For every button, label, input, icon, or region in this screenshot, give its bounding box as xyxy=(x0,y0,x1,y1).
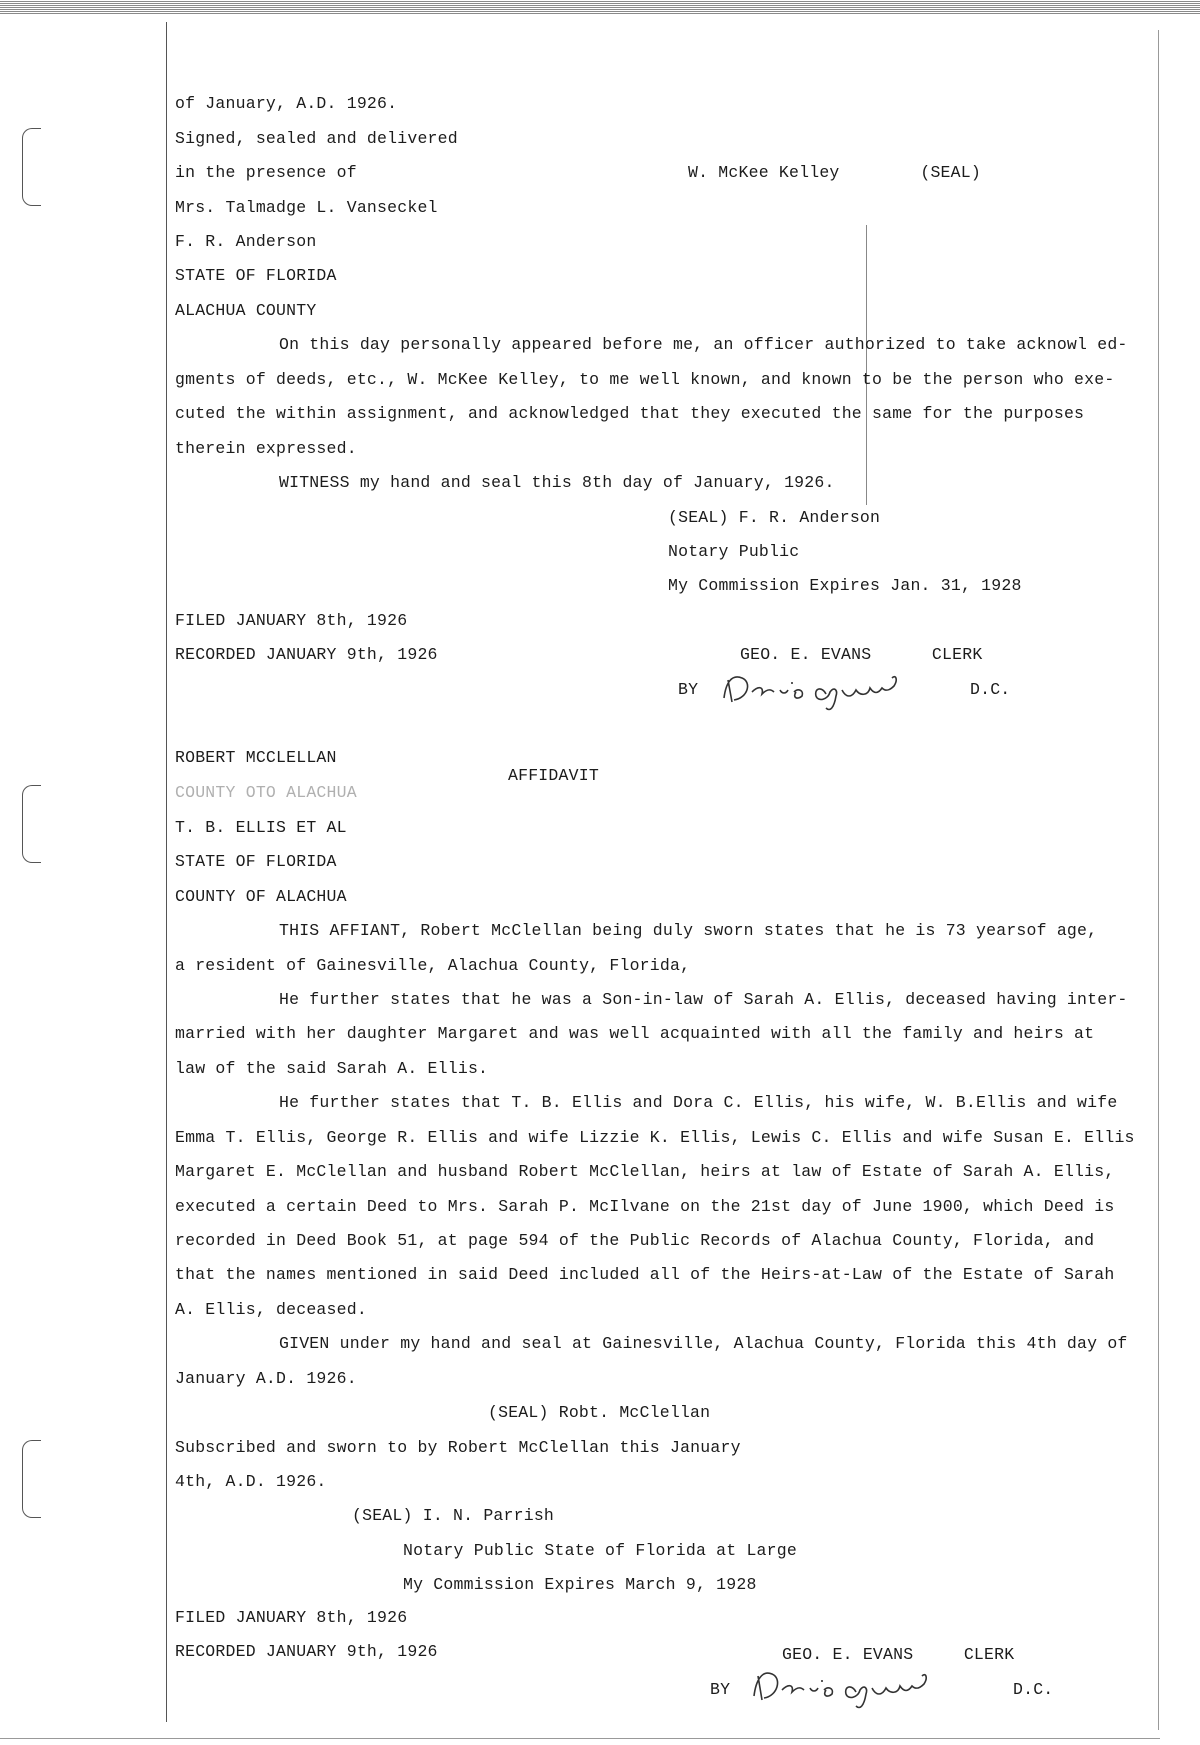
binder-hole-icon xyxy=(22,1440,41,1518)
text-line: cuted the within assignment, and acknowledged that they executed the same for the purposes xyxy=(175,404,1085,423)
binder-hole-icon xyxy=(22,128,41,206)
recorded-date: RECORDED JANUARY 9th, 1926 xyxy=(175,1642,438,1661)
commission-expires: My Commission Expires March 9, 1928 xyxy=(403,1575,757,1594)
text-line: Margaret E. McClellan and husband Robert McClellan, heirs at law of Estate of Sarah A. Ellis, xyxy=(175,1162,1115,1181)
text-line: gments of deeds, etc., W. McKee Kelley, to me well known, and known to be the person who exe- xyxy=(175,370,1115,389)
text-line: STATE OF FLORIDA xyxy=(175,266,337,285)
text-line: He further states that he was a Son-in-law of Sarah A. Ellis, deceased having inter- xyxy=(279,990,1128,1009)
by-label: BY xyxy=(710,1680,731,1699)
text-line: that the names mentioned in said Deed included all of the Heirs-at-Law of the Estate of Sarah xyxy=(175,1265,1115,1284)
text-line: GIVEN under my hand and seal at Gainesville, Alachua County, Florida this 4th day of xyxy=(279,1334,1128,1353)
bottom-rule xyxy=(0,1738,1160,1739)
right-margin-rule xyxy=(1158,30,1159,1730)
text-line: executed a certain Deed to Mrs. Sarah P. McIlvane on the 21st day of June 1900, which Deed is xyxy=(175,1197,1115,1216)
dc-label: D.C. xyxy=(970,680,1011,699)
text-line: Emma T. Ellis, George R. Ellis and wife Lizzie K. Ellis, Lewis C. Ellis and wife Susan E. Ellis xyxy=(175,1128,1135,1147)
affidavit-heading: AFFIDAVIT xyxy=(508,766,599,785)
text-line: WITNESS my hand and seal this 8th day of January, 1926. xyxy=(279,473,835,492)
clerk-line: GEO. E. EVANS CLERK xyxy=(782,1645,1015,1664)
text-line: Subscribed and sworn to by Robert McClellan this January xyxy=(175,1438,741,1457)
signature-line: W. McKee Kelley (SEAL) xyxy=(688,163,981,182)
text-line: of January, A.D. 1926. xyxy=(175,94,398,113)
notary-signature: (SEAL) F. R. Anderson xyxy=(668,508,881,527)
text-line: On this day personally appeared before me, an officer authorized to take acknowl ed- xyxy=(279,335,1128,354)
caption-line: COUNTY OTO ALACHUA xyxy=(175,783,357,802)
filed-date: FILED JANUARY 8th, 1926 xyxy=(175,1608,408,1627)
text-line: ALACHUA COUNTY xyxy=(175,301,317,320)
fold-line xyxy=(866,225,867,505)
deputy-clerk-signature-icon xyxy=(718,668,958,712)
text-line: a resident of Gainesville, Alachua County, Florida, xyxy=(175,956,691,975)
affiant-signature: (SEAL) Robt. McClellan xyxy=(488,1403,711,1422)
left-margin-rule xyxy=(166,22,167,1722)
text-line: STATE OF FLORIDA xyxy=(175,852,337,871)
caption-line: T. B. ELLIS ET AL xyxy=(175,818,347,837)
caption-line: ROBERT MCCLELLAN xyxy=(175,748,337,767)
text-line: recorded in Deed Book 51, at page 594 of the Public Records of Alachua County, Florida, and xyxy=(175,1231,1095,1250)
recorded-date: RECORDED JANUARY 9th, 1926 xyxy=(175,645,438,664)
text-line: Mrs. Talmadge L. Vanseckel xyxy=(175,198,438,217)
deputy-clerk-signature-icon xyxy=(748,1664,988,1712)
text-line: He further states that T. B. Ellis and Dora C. Ellis, his wife, W. B.Ellis and wife xyxy=(279,1093,1118,1112)
text-line: Signed, sealed and delivered xyxy=(175,129,458,148)
text-line: F. R. Anderson xyxy=(175,232,317,251)
filed-date: FILED JANUARY 8th, 1926 xyxy=(175,611,408,630)
text-line: in the presence of xyxy=(175,163,357,182)
text-line: THIS AFFIANT, Robert McClellan being duly sworn states that he is 73 yearsof age, xyxy=(279,921,1098,940)
commission-expires: My Commission Expires Jan. 31, 1928 xyxy=(668,576,1022,595)
text-line: law of the said Sarah A. Ellis. xyxy=(175,1059,489,1078)
text-line: COUNTY OF ALACHUA xyxy=(175,887,347,906)
text-line: A. Ellis, deceased. xyxy=(175,1300,367,1319)
notary-title: Notary Public State of Florida at Large xyxy=(403,1541,797,1560)
text-line: 4th, A.D. 1926. xyxy=(175,1472,327,1491)
top-border xyxy=(0,0,1200,14)
dc-label: D.C. xyxy=(1013,1680,1054,1699)
text-line: therein expressed. xyxy=(175,439,357,458)
binder-hole-icon xyxy=(22,785,41,863)
text-line: January A.D. 1926. xyxy=(175,1369,357,1388)
notary-signature: (SEAL) I. N. Parrish xyxy=(352,1506,555,1525)
notary-title: Notary Public xyxy=(668,542,800,561)
clerk-line: GEO. E. EVANS CLERK xyxy=(740,645,983,664)
by-label: BY xyxy=(678,680,699,699)
text-line: married with her daughter Margaret and was well acquainted with all the family and heirs at xyxy=(175,1024,1095,1043)
